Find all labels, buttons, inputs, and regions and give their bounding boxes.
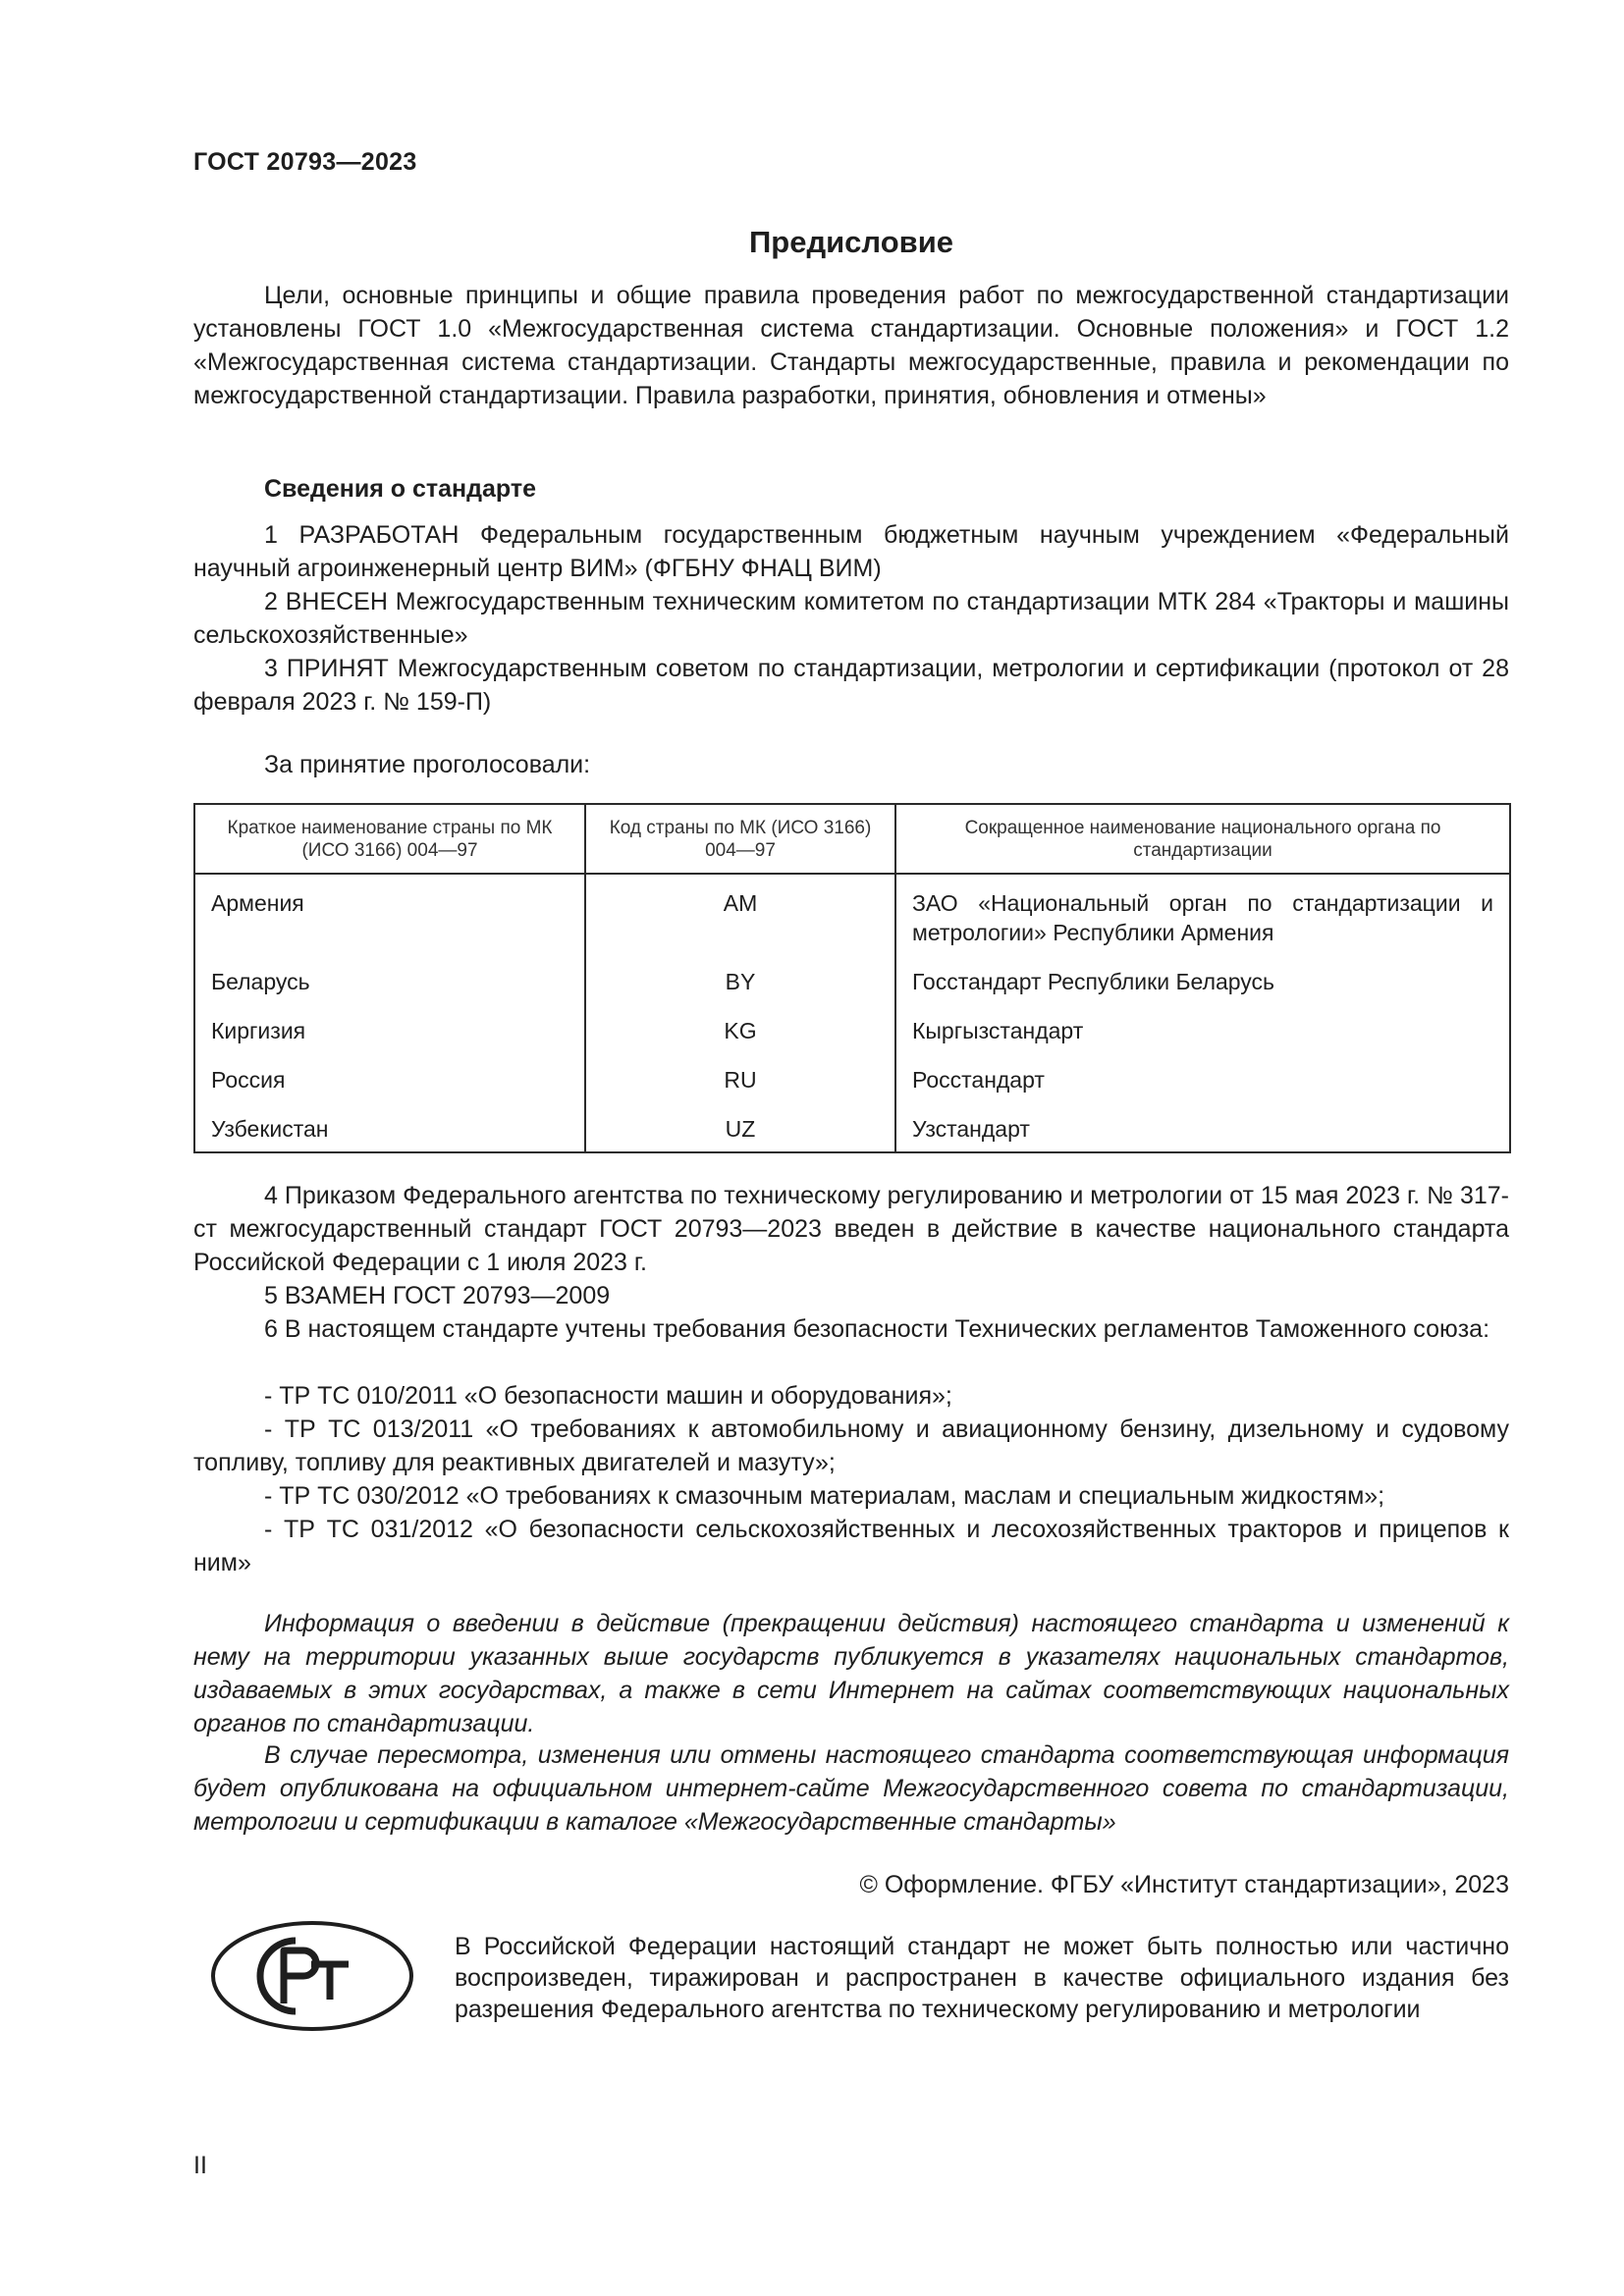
logo-p-glyph (284, 1950, 316, 2003)
table-row (194, 964, 1510, 1013)
info-heading: Сведения о стандарте (264, 475, 537, 503)
cell-code: RU (585, 1062, 895, 1111)
cell-country: Беларусь (211, 969, 310, 994)
item-adopted: 3 ПРИНЯТ Межгосударственным советом по стандартизации, метрологии и сертификации (протокол от 28 февраля 2023 г. № 159-П) (193, 655, 1509, 716)
rst-logo (209, 1919, 415, 2033)
regulation-item: - ТР ТС 010/2011 «О безопасности машин и оборудования»; (264, 1382, 952, 1410)
header-code: Код страны по МК (ИСО 3166) 004—97 (585, 804, 895, 874)
regulation-item: - ТР ТС 013/2011 «О требованиях к автомобильному и авиационному бензину, дизельному и судовому топливу, топливу для реактивных двигателей и мазуту»; (193, 1415, 1509, 1476)
item-requirements: 6 В настоящем стандарте учтены требования безопасности Технических регламентов Таможенного союза: (264, 1315, 1490, 1343)
table-row (194, 1062, 1510, 1111)
page-number: II (193, 2152, 207, 2179)
table-row (194, 1013, 1510, 1062)
header-org: Сокращенное наименование национального органа по стандартизации (895, 804, 1510, 874)
item-developed: 1 РАЗРАБОТАН Федеральным государственным бюджетным научным учреждением «Федеральный научный агроинженерный центр ВИМ» (ФГБНУ ФНАЦ ВИМ) (193, 521, 1509, 582)
cell-country: Узбекистан (211, 1116, 329, 1142)
voting-table (193, 803, 1511, 1153)
item-replaces: 5 ВЗАМЕН ГОСТ 20793—2009 (264, 1282, 611, 1309)
item-introduced: 2 ВНЕСЕН Межгосударственным техническим комитетом по стандартизации МТК 284 «Тракторы и машины сельскохозяйственные» (193, 588, 1509, 649)
votes-label: За принятие проголосовали: (264, 751, 591, 778)
page-title: Предисловие (748, 225, 953, 259)
cell-country: Киргизия (211, 1018, 306, 1043)
table-row (194, 874, 1510, 964)
cell-country: Россия (211, 1067, 286, 1093)
notice-publication: Информация о введении в действие (прекращении действия) настоящего стандарта и изменений к нему на территории указанных выше государств публикуется в указателях национальных стандартов, издаваемых в этих государствах, а также в сети Интернет на сайтах соответствующих национальных органов по стандартизации. (193, 1610, 1509, 1737)
copyright-line: © Оформление. ФГБУ «Институт стандартизации», 2023 (859, 1871, 1509, 1898)
cell-org: ЗАО «Национальный орган по стандартизации и метрологии» Республики Армения (895, 874, 1510, 964)
legal-notice: В Российской Федерации настоящий стандарт не может быть полностью или частично воспроизведен, тиражирован и распространен в качестве официального издания без разрешения Федерального агентства по техническому регулированию и метрологии (455, 1933, 1509, 2023)
cell-org: Росстандарт (895, 1062, 1510, 1111)
cell-org: Госстандарт Республики Беларусь (895, 964, 1510, 1013)
notice-revision: В случае пересмотра, изменения или отмены настоящего стандарта соответствующая информация будет опубликована на официальном интернет-сайте Межгосударственного совета по стандартизации, метрологии и сертификации в каталоге «Межгосударственные стандарты» (193, 1741, 1509, 1836)
table-row (194, 1111, 1510, 1152)
table-header-row (194, 804, 1510, 874)
cell-code: KG (585, 1013, 895, 1062)
cell-country: Армения (211, 890, 304, 916)
cell-code: BY (585, 964, 895, 1013)
cell-code: AM (585, 874, 895, 964)
regulation-item: - ТР ТС 030/2012 «О требованиях к смазочным материалам, маслам и специальным жидкостям»; (264, 1482, 1385, 1510)
document-code: ГОСТ 20793—2023 (193, 148, 417, 176)
item-order: 4 Приказом Федерального агентства по техническому регулированию и метрологии от 15 мая 2023 г. № 317-ст межгосударственный стандарт ГОСТ 20793—2023 введен в действие в качестве национального стандарта Российской Федерации с 1 июля 2023 г. (193, 1182, 1509, 1276)
regulation-item: - ТР ТС 031/2012 «О безопасности сельскохозяйственных и лесохозяйственных тракторов и прицепов к ним» (193, 1516, 1509, 1576)
header-country: Краткое наименование страны по МК (ИСО 3166) 004—97 (194, 804, 585, 874)
cell-org: Кыргызстандарт (895, 1013, 1510, 1062)
cell-code: UZ (585, 1111, 895, 1152)
cell-org: Узстандарт (895, 1111, 1510, 1152)
intro-paragraph: Цели, основные принципы и общие правила проведения работ по межгосударственной стандартизации установлены ГОСТ 1.0 «Межгосударственная система стандартизации. Основные положения» и ГОСТ 1.2 «Межгосударственная система стандартизации. Стандарты межгосударственные, правила и рекомендации по межгосударственной стандартизации. Правила разработки, принятия, обновления и отмены» (193, 282, 1509, 409)
